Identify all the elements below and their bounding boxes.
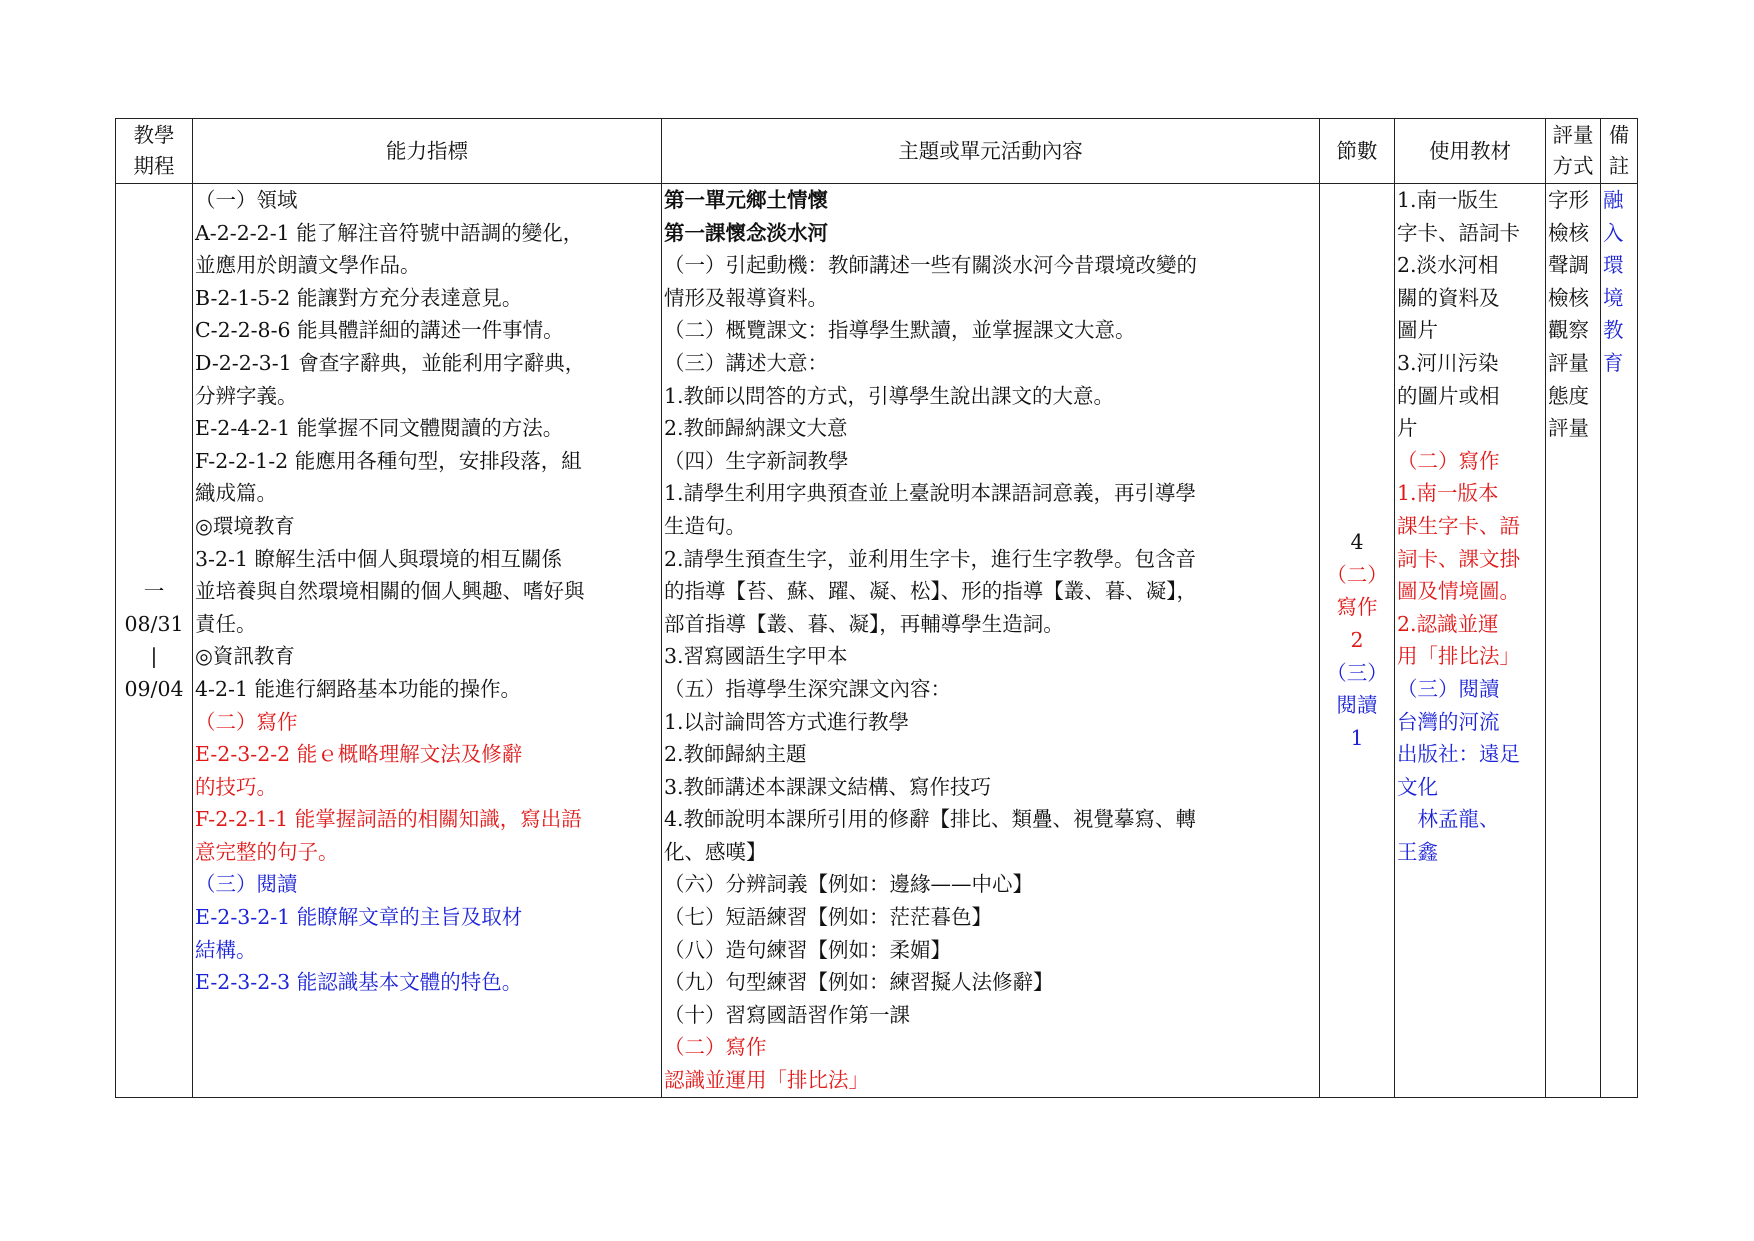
material-line: 字卡、語詞卡 (1397, 220, 1520, 245)
material-line: 出版社：遠足 (1397, 742, 1520, 767)
header-row (116, 119, 1638, 184)
activity-line: 1.教師以問答的方式，引導學生說出課文的大意。 (664, 383, 1115, 408)
material-line: （二）寫作 (1397, 448, 1500, 473)
assessment-line: 字形 (1548, 188, 1589, 212)
term-week: 一 (143, 579, 165, 604)
header-assessment-line: 方式 (1552, 154, 1594, 178)
session-line: 閱讀 (1336, 693, 1378, 718)
indicator-line: A-2-2-2-1 能了解注音符號中語調的變化， (195, 220, 584, 245)
session-line: 2 (1350, 628, 1364, 653)
indicator-line: 織成篇。 (195, 481, 277, 506)
indicator-line: 4-2-1 能進行網路基本功能的操作。 (195, 676, 521, 701)
indicator-line: ◎環境教育 (195, 513, 295, 538)
session-line: 1 (1350, 725, 1364, 750)
notes-char: 育 (1603, 350, 1624, 375)
term-start-date: 08/31 (124, 611, 184, 636)
notes-char: 環 (1603, 253, 1624, 278)
notes-char: 入 (1603, 220, 1624, 245)
header-materials: 使用教材 (1395, 119, 1546, 184)
activity-line: 1.以討論問答方式進行教學 (664, 709, 910, 734)
session-line: （三） (1326, 660, 1388, 685)
activity-line: 3.教師講述本課課文結構、寫作技巧 (664, 774, 992, 799)
material-line: 1.南一版本 (1397, 481, 1499, 506)
notes-char: 教 (1603, 318, 1624, 343)
activity-line: （四）生字新詞教學 (664, 448, 849, 473)
activity-line: （二）概覽課文：指導學生默讀，並掌握課文大意。 (664, 318, 1136, 343)
activity-line: 2.請學生預查生字，並利用生字卡，進行生字教學。包含音 (664, 546, 1197, 571)
assessment-line: 評量 (1548, 350, 1589, 375)
header-assessment-line: 評量 (1552, 123, 1594, 147)
material-line: 課生字卡、語 (1397, 513, 1520, 538)
activity-line: （三）講述大意： (664, 350, 828, 375)
indicator-line: 3-2-1 瞭解生活中個人與環境的相互關係 (195, 546, 562, 571)
activity-line: （二）寫作 (664, 1035, 767, 1060)
term-separator: | (150, 644, 158, 669)
sessions-cell (1320, 184, 1395, 1098)
activities-cell (662, 184, 1320, 1098)
header-assessment (1546, 119, 1601, 184)
activity-line: 部首指導【叢、暮、凝】，再輔導學生造詞。 (664, 611, 1064, 636)
activity-line: 化、感嘆】 (664, 839, 767, 864)
indicator-line: D-2-2-3-1 會查字辭典，並能利用字辭典， (195, 350, 586, 375)
assessment-cell (1546, 184, 1601, 1098)
indicator-line: （二）寫作 (195, 709, 298, 734)
indicator-line: E-2-3-2-3 能認識基本文體的特色。 (195, 970, 523, 995)
indicator-line: E-2-3-2-2 能ｅ概略理解文法及修辭 (195, 742, 523, 767)
indicator-line: ◎資訊教育 (195, 644, 295, 669)
material-line: 2.淡水河相 (1397, 253, 1499, 278)
header-notes-line: 註 (1608, 154, 1630, 178)
header-activities: 主題或單元活動內容 (662, 119, 1320, 184)
assessment-line: 觀察 (1548, 318, 1589, 343)
assessment-line: 聲調 (1548, 253, 1589, 278)
indicator-line: F-2-2-1-2 能應用各種句型，安排段落，組 (195, 448, 582, 473)
indicator-line: （三）閱讀 (195, 872, 298, 897)
indicators-cell (193, 184, 662, 1098)
material-line: 圖及情境圖。 (1397, 579, 1520, 604)
week-row (116, 184, 1638, 1098)
header-sessions: 節數 (1320, 119, 1395, 184)
material-line: 1.南一版生 (1397, 188, 1499, 212)
activity-line: 第一課懷念淡水河 (664, 220, 828, 245)
material-line: 圖片 (1397, 318, 1438, 343)
header-term (116, 119, 193, 184)
material-line: 2.認識並運 (1397, 611, 1499, 636)
activity-line: 4.教師說明本課所引用的修辭【排比、類疊、視覺摹寫、轉 (664, 807, 1197, 832)
session-line: 寫作 (1336, 595, 1378, 620)
indicator-line: 的技巧。 (195, 774, 277, 799)
activity-line: （五）指導學生深究課文內容： (664, 676, 951, 701)
material-line: 王鑫 (1397, 839, 1438, 864)
assessment-line: 評量 (1548, 416, 1589, 441)
activity-line: （六）分辨詞義【例如：邊緣——中心】 (664, 872, 1033, 897)
notes-char: 融 (1603, 188, 1624, 212)
activity-line: 生造句。 (664, 513, 746, 538)
material-line: （三）閱讀 (1397, 676, 1500, 701)
activity-line: 情形及報導資料。 (664, 285, 828, 310)
materials-cell (1395, 184, 1546, 1098)
activity-line: 3.習寫國語生字甲本 (664, 644, 848, 669)
term-end-date: 09/04 (124, 676, 184, 701)
material-line: 詞卡、課文掛 (1397, 546, 1520, 571)
activity-line: （七）短語練習【例如：茫茫暮色】 (664, 905, 992, 930)
material-line: 文化 (1397, 774, 1438, 799)
material-line: 林孟龍、 (1397, 807, 1500, 832)
material-line: 用「排比法」 (1397, 644, 1520, 669)
indicator-line: E-2-4-2-1 能掌握不同文體閱讀的方法。 (195, 416, 564, 441)
header-term-line: 教學 (133, 123, 175, 147)
notes-cell (1601, 184, 1638, 1098)
activity-line: （一）引起動機：教師講述一些有關淡水河今昔環境改變的 (664, 253, 1197, 278)
header-indicators: 能力指標 (193, 119, 662, 184)
term-cell (116, 184, 193, 1098)
activity-line: 1.請學生利用字典預查並上臺說明本課語詞意義，再引導學 (664, 481, 1197, 506)
activity-line: （十）習寫國語習作第一課 (664, 1002, 910, 1027)
indicator-line: 結構。 (195, 937, 257, 962)
notes-char: 境 (1603, 285, 1624, 310)
indicator-line: B-2-1-5-2 能讓對方充分表達意見。 (195, 285, 523, 310)
activity-line: 的指導【苔、蘇、躍、凝、松】、形的指導【叢、暮、凝】， (664, 579, 1197, 604)
indicator-line: C-2-2-8-6 能具體詳細的講述一件事情。 (195, 318, 564, 343)
indicator-line: 意完整的句子。 (195, 839, 339, 864)
indicator-line: 並應用於朗讀文學作品。 (195, 253, 421, 278)
session-line: 4 (1350, 530, 1364, 555)
activity-line: 第一單元鄉土情懷 (664, 188, 828, 212)
material-line: 關的資料及 (1397, 285, 1500, 310)
header-notes (1601, 119, 1638, 184)
header-notes-line: 備 (1608, 123, 1630, 147)
assessment-line: 檢核 (1548, 220, 1589, 245)
material-line: 片 (1397, 416, 1418, 441)
activity-line: （八）造句練習【例如：柔媚】 (664, 937, 951, 962)
material-line: 台灣的河流 (1397, 709, 1500, 734)
session-line: （二） (1326, 562, 1388, 587)
indicator-line: （一）領域 (195, 188, 298, 212)
indicator-line: 並培養與自然環境相關的個人興趣、嗜好與 (195, 579, 585, 604)
material-line: 的圖片或相 (1397, 383, 1500, 408)
activity-line: 2.教師歸納課文大意 (664, 416, 848, 441)
indicator-line: E-2-3-2-1 能瞭解文章的主旨及取材 (195, 905, 523, 930)
indicator-line: 分辨字義。 (195, 383, 298, 408)
activity-line: 認識並運用「排比法」 (664, 1068, 869, 1093)
header-term-line: 期程 (133, 154, 175, 178)
activity-line: 2.教師歸納主題 (664, 742, 807, 767)
activity-line: （九）句型練習【例如：練習擬人法修辭】 (664, 970, 1054, 995)
lesson-plan-table (115, 118, 1638, 1098)
indicator-line: 責任。 (195, 611, 257, 636)
assessment-line: 檢核 (1548, 285, 1589, 310)
assessment-line: 態度 (1548, 383, 1589, 408)
material-line: 3.河川污染 (1397, 350, 1499, 375)
indicator-line: F-2-2-1-1 能掌握詞語的相關知識，寫出語 (195, 807, 582, 832)
